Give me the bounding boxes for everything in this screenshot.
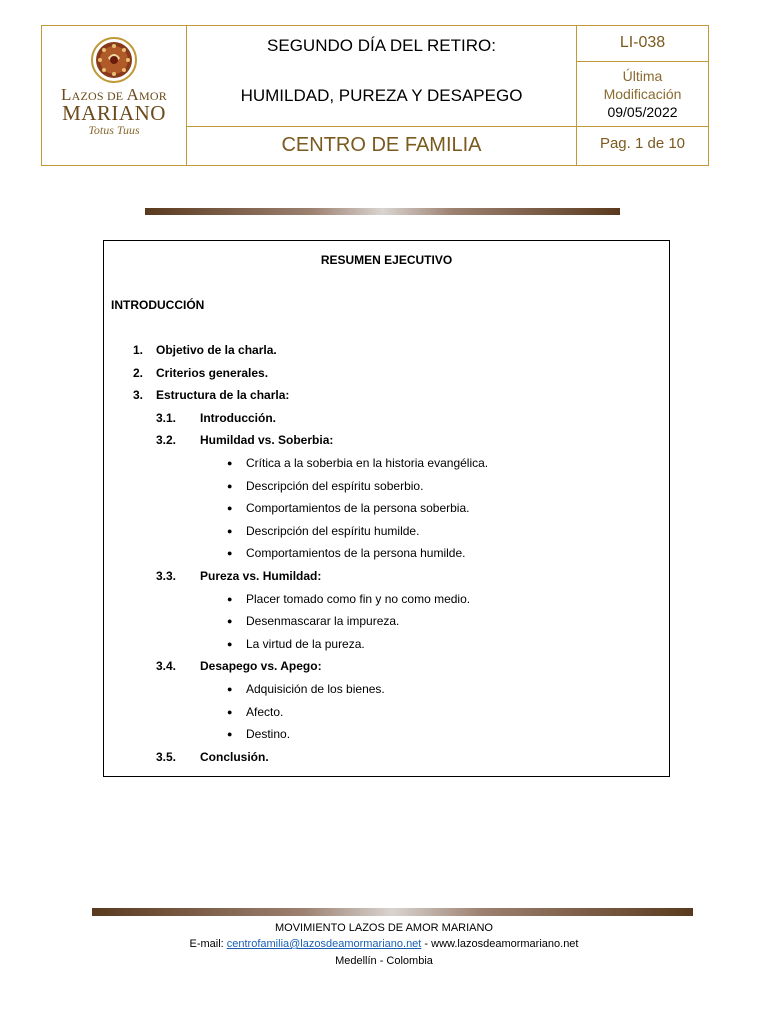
logo-wordmark-line2: MARIANO	[62, 101, 166, 125]
summary-title: RESUMEN EJECUTIVO	[320, 253, 453, 267]
footer-email-link[interactable]: centrofamilia@lazosdeamormariano.net	[226, 938, 422, 950]
executive-summary-box	[103, 240, 670, 777]
list-item-text: Conclusión.	[200, 749, 269, 764]
list-item-text: Desenmascarar la impureza.	[246, 614, 400, 629]
list-number: 1.	[133, 343, 144, 357]
department-cell	[187, 127, 577, 165]
list-item-text: Humildad vs. Soberbia:	[200, 433, 334, 448]
page-number-cell	[577, 127, 708, 165]
bullet-marker: ●	[227, 548, 233, 559]
rosary-medallion-icon	[90, 36, 138, 84]
bullet-marker: ●	[227, 503, 233, 514]
bullet-marker: ●	[227, 729, 233, 740]
list-item-text: La virtud de la pureza.	[246, 636, 365, 651]
bullet-marker: ●	[227, 593, 233, 604]
list-item-text: Afecto.	[246, 704, 284, 719]
department-name: CENTRO DE FAMILIA	[281, 134, 482, 156]
logo-cell	[42, 26, 187, 165]
modified-label-2: Modificación	[603, 86, 682, 102]
list-number: 3.2.	[156, 433, 177, 448]
list-number: 3.4.	[156, 659, 177, 674]
doc-code-cell	[577, 26, 708, 62]
intro-heading: INTRODUCCIÓN	[111, 298, 205, 312]
list-item-text: Criterios generales.	[156, 365, 269, 380]
bullet-marker: ●	[227, 638, 233, 649]
bullet-marker: ●	[227, 706, 233, 717]
bullet-marker: ●	[227, 525, 233, 536]
list-item-text: Objetivo de la charla.	[156, 343, 277, 357]
list-number: 2.	[133, 365, 144, 380]
logo-motto: Totus Tuus	[88, 123, 140, 137]
list-item-text: Descripción del espíritu soberbio.	[246, 478, 424, 493]
footer-organization: MOVIMIENTO LAZOS DE AMOR MARIANO	[275, 922, 493, 934]
bullet-marker: ●	[227, 458, 233, 468]
list-number: 3.3.	[156, 569, 177, 583]
modified-date: 09/05/2022	[607, 104, 678, 120]
modified-cell	[577, 62, 708, 127]
list-item-text: Comportamientos de la persona soberbia.	[246, 501, 470, 516]
page-number: Pag. 1 de 10	[599, 135, 686, 152]
bullet-marker: ●	[227, 480, 233, 491]
list-item-text: Desapego vs. Apego:	[200, 659, 322, 674]
list-item-text: Destino.	[246, 727, 291, 742]
footer-location: Medellín - Colombia	[335, 955, 433, 967]
decorative-divider-top	[145, 208, 620, 215]
list-number: 3.5.	[156, 749, 177, 764]
list-item-text: Placer tomado como fin y no como medio.	[246, 591, 471, 606]
list-number: 3.	[133, 388, 144, 403]
list-item-text: Crítica a la soberbia en la historia evangélica.	[246, 456, 489, 470]
footer-contact	[0, 938, 768, 950]
list-item-text: Introducción.	[200, 410, 276, 425]
list-item-text: Comportamientos de la persona humilde.	[246, 546, 466, 561]
modified-label-1: Última	[622, 68, 663, 84]
footer-separator: -	[421, 938, 432, 950]
document-header	[41, 25, 709, 166]
document-title-line2: HUMILDAD, PUREZA Y DESAPEGO	[240, 86, 523, 105]
list-item-text: Descripción del espíritu humilde.	[246, 523, 420, 538]
bullet-marker: ●	[227, 616, 233, 627]
list-item-text: Estructura de la charla:	[156, 388, 290, 403]
footer-email-label: E-mail:	[189, 938, 227, 950]
logo-wordmark-line1: LAZOS DE AMOR	[61, 85, 167, 104]
list-item-text: Adquisición de los bienes.	[246, 682, 385, 696]
list-item-text: Pureza vs. Humildad:	[200, 569, 322, 583]
decorative-divider-bottom	[92, 908, 693, 916]
bullet-marker: ●	[227, 684, 233, 694]
doc-code: LI-038	[619, 34, 666, 51]
footer-website: www.lazosdeamormariano.net	[431, 938, 579, 950]
document-title-line1: SEGUNDO DÍA DEL RETIRO:	[267, 36, 496, 55]
title-cell	[187, 26, 577, 127]
list-number: 3.1.	[156, 410, 177, 425]
